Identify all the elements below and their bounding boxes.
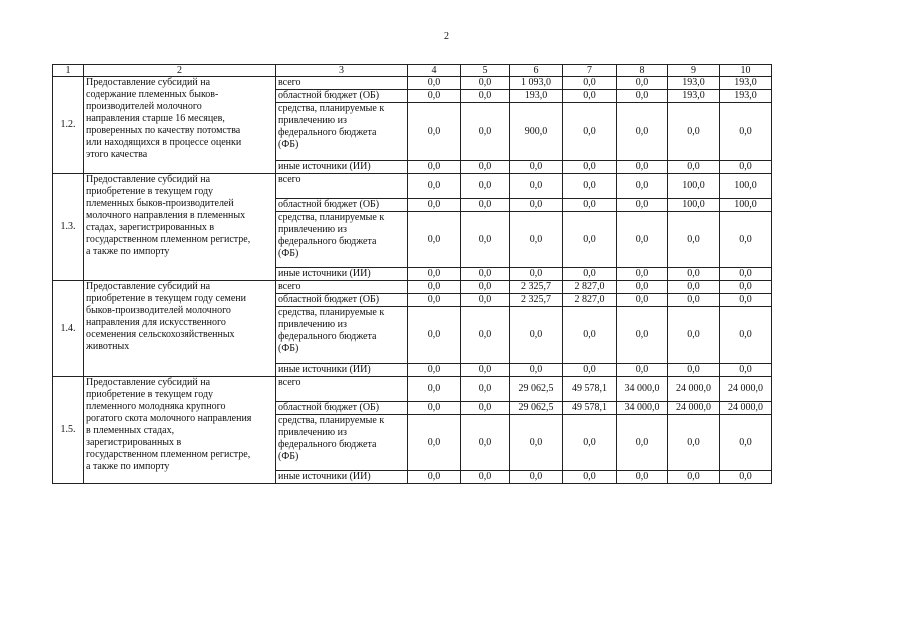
funding-source: иные источники (ИИ) [278,471,371,482]
value-cell: 0,0 [563,212,617,268]
value-cell: 0,0 [510,199,563,212]
funding-source: средства, планируемые к привлечению из федерального бюджета (ФБ) [278,212,385,259]
header-cell: 10 [720,65,772,77]
section-number: 1.5. [53,377,84,484]
funding-source: иные источники (ИИ) [278,364,371,375]
funding-source: областной бюджет (ОБ) [278,402,380,413]
header-row [53,65,772,77]
section-description-cell [84,174,276,281]
section-description-cell [84,281,276,377]
value-cell: 0,0 [668,294,720,307]
value-cell: 24 000,0 [668,402,720,415]
value-cell: 0,0 [510,268,563,281]
value-cell: 0,0 [461,415,510,471]
value-cell: 0,0 [563,77,617,90]
value-cell: 0,0 [617,212,668,268]
value-cell: 0,0 [510,161,563,174]
value-cell: 0,0 [461,77,510,90]
value-cell: 0,0 [408,471,461,484]
funding-source: средства, планируемые к привлечению из федерального бюджета (ФБ) [278,103,385,150]
value-cell: 24 000,0 [668,377,720,402]
funding-source: иные источники (ИИ) [278,161,371,172]
value-cell: 0,0 [408,364,461,377]
value-cell: 0,0 [408,103,461,161]
value-cell: 0,0 [617,268,668,281]
section-description: Предоставление субсидий на приобретение в текущем году племенного молодняка крупного рогатого скота молочного направления в племенных стадах, зарегистрированных в государственном племенном регистре, а также по импорту [86,377,252,472]
value-cell: 900,0 [510,103,563,161]
funding-source-cell [276,307,408,364]
value-cell: 193,0 [720,77,772,90]
value-cell: 0,0 [617,103,668,161]
value-cell: 24 000,0 [720,402,772,415]
value-cell: 1 093,0 [510,77,563,90]
value-cell: 2 325,7 [510,281,563,294]
value-cell: 0,0 [461,174,510,199]
section-description-cell [84,377,276,484]
value-cell: 0,0 [408,90,461,103]
funding-source: иные источники (ИИ) [278,268,371,279]
funding-source-cell [276,294,408,307]
value-cell: 0,0 [510,364,563,377]
value-cell: 0,0 [668,161,720,174]
section-description: Предоставление субсидий на приобретение в текущем году семени быков-производителей молочного направления для искусственного осеменения сельскохозяйственных животных [86,281,247,352]
value-cell: 0,0 [408,199,461,212]
value-cell: 0,0 [720,294,772,307]
value-cell: 0,0 [408,212,461,268]
funding-source: областной бюджет (ОБ) [278,294,380,305]
funding-source: средства, планируемые к привлечению из федерального бюджета (ФБ) [278,307,385,354]
value-cell: 0,0 [461,471,510,484]
value-cell: 0,0 [617,90,668,103]
funding-source-cell [276,471,408,484]
funding-source-cell [276,377,408,402]
funding-source-cell [276,77,408,90]
funding-source: областной бюджет (ОБ) [278,90,380,101]
value-cell: 0,0 [617,77,668,90]
value-cell: 0,0 [668,415,720,471]
header-cell: 7 [563,65,617,77]
header-cell: 6 [510,65,563,77]
funding-source: всего [278,174,301,185]
funding-source-cell [276,103,408,161]
value-cell: 0,0 [461,402,510,415]
value-cell: 29 062,5 [510,377,563,402]
value-cell: 0,0 [510,212,563,268]
value-cell: 0,0 [461,212,510,268]
header-cell: 9 [668,65,720,77]
value-cell: 0,0 [563,161,617,174]
value-cell: 0,0 [720,364,772,377]
value-cell: 0,0 [461,161,510,174]
value-cell: 0,0 [461,364,510,377]
value-cell: 0,0 [668,281,720,294]
value-cell: 0,0 [408,77,461,90]
value-cell: 2 827,0 [563,294,617,307]
value-cell: 0,0 [720,212,772,268]
value-cell: 0,0 [461,90,510,103]
table-row [53,77,772,90]
funding-source-cell [276,415,408,471]
value-cell: 193,0 [668,77,720,90]
value-cell: 0,0 [617,281,668,294]
value-cell: 0,0 [563,199,617,212]
value-cell: 0,0 [617,199,668,212]
funding-source-cell [276,212,408,268]
value-cell: 0,0 [720,103,772,161]
value-cell: 34 000,0 [617,377,668,402]
value-cell: 0,0 [510,471,563,484]
header-cell: 2 [84,65,276,77]
value-cell: 0,0 [461,268,510,281]
value-cell: 29 062,5 [510,402,563,415]
funding-source-cell [276,199,408,212]
value-cell: 0,0 [408,174,461,199]
value-cell: 0,0 [563,307,617,364]
value-cell: 0,0 [563,174,617,199]
value-cell: 0,0 [720,268,772,281]
value-cell: 0,0 [461,307,510,364]
value-cell: 0,0 [668,268,720,281]
subsidy-table [52,64,772,484]
section-number: 1.3. [53,174,84,281]
value-cell: 0,0 [720,281,772,294]
value-cell: 100,0 [668,174,720,199]
value-cell: 100,0 [720,174,772,199]
value-cell: 193,0 [510,90,563,103]
value-cell: 100,0 [668,199,720,212]
value-cell: 0,0 [408,402,461,415]
value-cell: 0,0 [720,415,772,471]
value-cell: 24 000,0 [720,377,772,402]
value-cell: 0,0 [461,377,510,402]
value-cell: 0,0 [720,471,772,484]
table-row [53,174,772,199]
funding-source-cell [276,161,408,174]
value-cell: 0,0 [563,364,617,377]
value-cell: 0,0 [408,377,461,402]
section-description-cell [84,77,276,174]
header-cell: 1 [53,65,84,77]
value-cell: 0,0 [668,364,720,377]
funding-source: областной бюджет (ОБ) [278,199,380,210]
value-cell: 2 827,0 [563,281,617,294]
value-cell: 0,0 [668,212,720,268]
section-number: 1.4. [53,281,84,377]
value-cell: 0,0 [461,199,510,212]
value-cell: 0,0 [408,307,461,364]
value-cell: 0,0 [617,307,668,364]
value-cell: 0,0 [461,103,510,161]
value-cell: 0,0 [510,415,563,471]
value-cell: 34 000,0 [617,402,668,415]
table-row [53,281,772,294]
funding-source-cell [276,364,408,377]
value-cell: 0,0 [461,281,510,294]
header-cell: 8 [617,65,668,77]
funding-source-cell [276,281,408,294]
value-cell: 49 578,1 [563,377,617,402]
section-description: Предоставление субсидий на приобретение в текущем году племенных быков-производителей молочного направления в племенных стадах, зарегистрированных в государственном племенном регистре, а также по импорту [86,174,251,257]
page-number: 2 [444,31,449,42]
value-cell: 0,0 [563,471,617,484]
value-cell: 0,0 [510,174,563,199]
value-cell: 0,0 [408,268,461,281]
value-cell: 0,0 [668,103,720,161]
value-cell: 0,0 [617,364,668,377]
value-cell: 100,0 [720,199,772,212]
value-cell: 0,0 [563,103,617,161]
value-cell: 0,0 [668,471,720,484]
funding-source: всего [278,377,301,388]
funding-source: всего [278,281,301,292]
value-cell: 193,0 [668,90,720,103]
value-cell: 0,0 [408,294,461,307]
value-cell: 2 325,7 [510,294,563,307]
value-cell: 0,0 [617,294,668,307]
value-cell: 0,0 [408,281,461,294]
section-number: 1.2. [53,77,84,174]
value-cell: 0,0 [408,415,461,471]
value-cell: 0,0 [617,471,668,484]
value-cell: 0,0 [617,415,668,471]
funding-source-cell [276,90,408,103]
value-cell: 0,0 [617,174,668,199]
funding-source-cell [276,268,408,281]
funding-source-cell [276,174,408,199]
header-cell: 4 [408,65,461,77]
value-cell: 0,0 [408,161,461,174]
value-cell: 0,0 [720,307,772,364]
funding-source-cell [276,402,408,415]
value-cell: 193,0 [720,90,772,103]
value-cell: 0,0 [668,307,720,364]
value-cell: 49 578,1 [563,402,617,415]
funding-source: всего [278,77,301,88]
table-row [53,377,772,402]
value-cell: 0,0 [563,90,617,103]
value-cell: 0,0 [563,415,617,471]
value-cell: 0,0 [720,161,772,174]
funding-source: средства, планируемые к привлечению из федерального бюджета (ФБ) [278,415,385,462]
value-cell: 0,0 [510,307,563,364]
section-description: Предоставление субсидий на содержание племенных быков- производителей молочного направления старше 16 месяцев, проверенных по качеству потомства или находящихся в процессе оценки этого качества [86,77,242,160]
header-cell: 3 [276,65,408,77]
table-body [53,65,772,484]
value-cell: 0,0 [617,161,668,174]
header-cell: 5 [461,65,510,77]
value-cell: 0,0 [563,268,617,281]
value-cell: 0,0 [461,294,510,307]
